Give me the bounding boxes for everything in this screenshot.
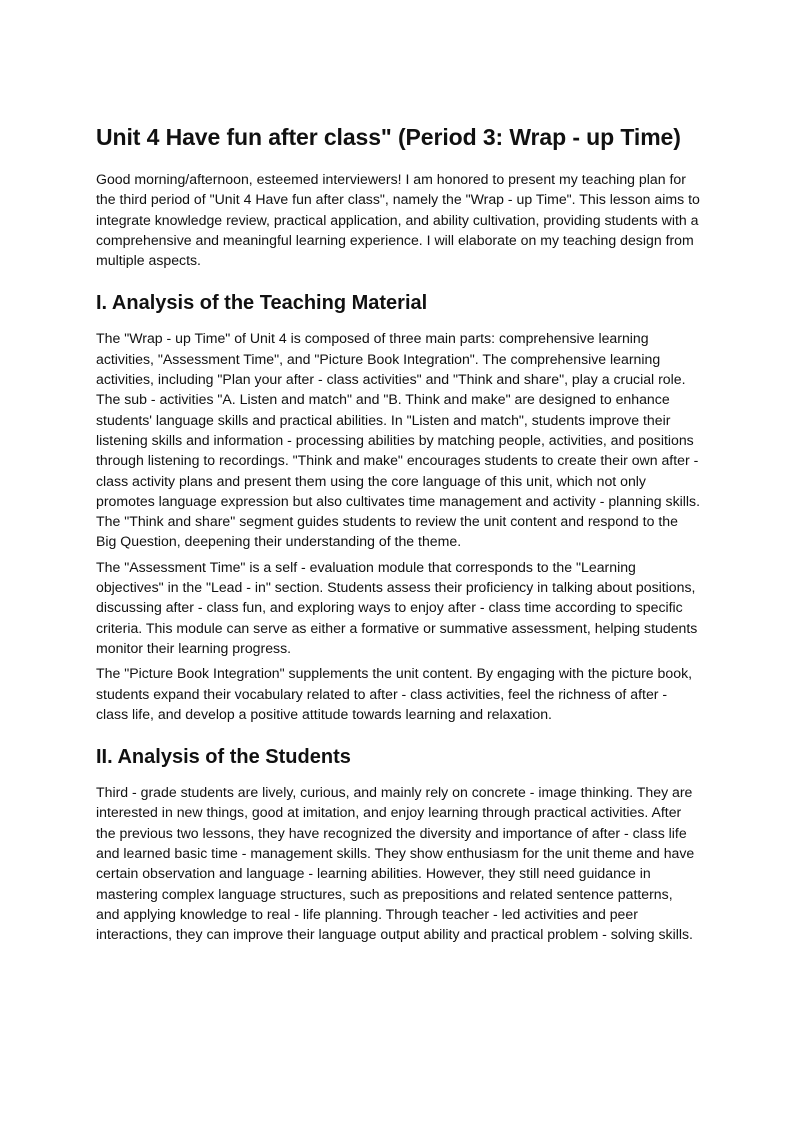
section-heading-students: II. Analysis of the Students xyxy=(96,746,351,769)
paragraph: Third - grade students are lively, curious, and mainly rely on concrete - image thinking. They are interested in new things, good at imitation, and enjoy learning through practical activities. After the previous two lessons, they have recognized the diversity and importance of after - class life and learned basic time - management skills. They show enthusiasm for the unit theme and have certain observation and language - learning abilities. However, they still need guidance in mastering complex language structures, such as prepositions and related sentence patterns, and applying knowledge to real - life planning. Through teacher - led activities and peer interactions, they can improve their language output ability and practical problem - solving skills. xyxy=(96,784,695,943)
intro-paragraph: Good morning/afternoon, esteemed interviewers! I am honored to present my teaching plan for the third period of "Unit 4 Have fun after class", namely the "Wrap - up Time". This lesson aims to integrate knowledge review, practical application, and ability cultivation, providing students with a comprehensive and meaningful learning experience. I will elaborate on my teaching design from multiple aspects. xyxy=(96,171,700,269)
paragraph: The "Picture Book Integration" supplements the unit content. By engaging with the picture book, students expand their vocabulary related to after - class activities, feel the richness of after - class life, and develop a positive attitude towards learning and relaxation. xyxy=(96,665,693,722)
document-title: Unit 4 Have fun after class" (Period 3: Wrap - up Time) xyxy=(96,124,681,150)
document-page xyxy=(96,119,700,950)
paragraph: The "Assessment Time" is a self - evaluation module that corresponds to the "Learning objectives" in the "Lead - in" section. Students assess their proficiency in talking about positions, discussing after - class fun, and exploring ways to enjoy after - class time according to specific criteria. This module can serve as either a formative or summative assessment, helping students monitor their learning progress. xyxy=(96,558,698,656)
section-heading-teaching-material: I. Analysis of the Teaching Material xyxy=(96,292,428,315)
paragraph: The "Wrap - up Time" of Unit 4 is composed of three main parts: comprehensive learning activities, "Assessment Time", and "Picture Book Integration". The comprehensive learning activities, including "Plan your after - class activities" and "Think and share", play a crucial role. The sub - activities "A. Listen and match" and "B. Think and make" are designed to enhance students' language skills and practical abilities. In "Listen and match", students improve their listening skills and information - processing abilities by matching people, activities, and positions through listening to recordings. "Think and make" encourages students to create their own after - class activity plans and present them using the core language of this unit, which not only promotes language expression but also cultivates time management and activity - planning skills. The "Think and share" segment guides students to review the unit content and respond to the Big Question, deepening their understanding of the theme. xyxy=(96,330,701,550)
